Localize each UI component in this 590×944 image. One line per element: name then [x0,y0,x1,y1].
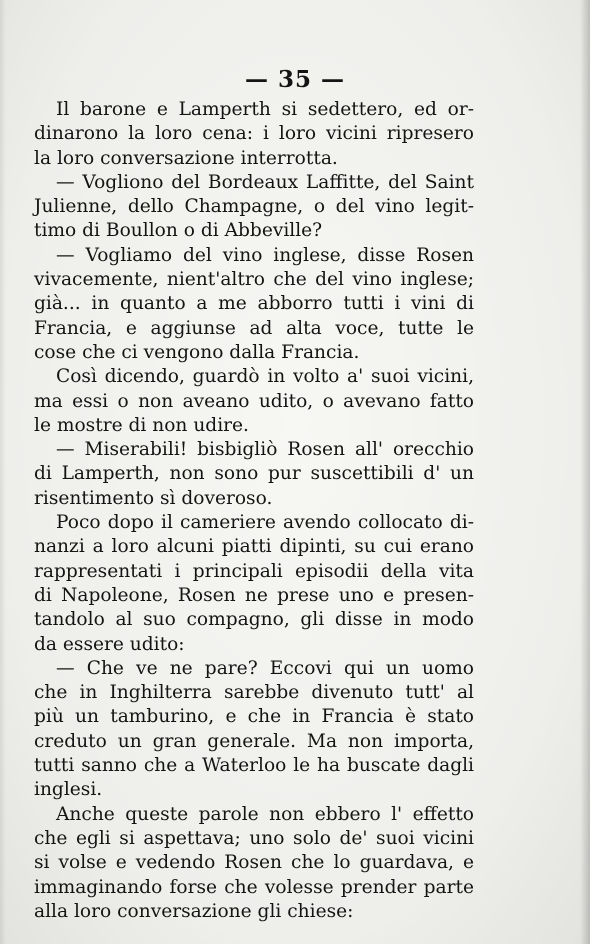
text-line: nanzi a loro alcuni piatti dipinti, su cui erano [34,536,474,558]
text-line: Julienne, dello Champagne, o del vino legit- [34,196,474,218]
text-line: risentimento sì doveroso. [34,487,273,509]
text-line: le mostre di non udire. [34,414,249,436]
text-line: da essere udito: [34,633,185,655]
text-line: Anche queste parole non ebbero l' effetto [56,803,474,825]
text-line: inglesi. [34,779,103,801]
text-line: ma essi o non aveano udito, o avevano fatto [34,390,474,412]
text-line: tutti sanno che a Waterloo le ha buscate dagli [34,755,474,777]
text-line: vivacemente, nient'altro che del vino inglese; [34,269,474,291]
text-line: si volse e vedendo Rosen che lo guardava, e [34,852,474,874]
text-line: che in Inghilterra sarebbe divenuto tutt' al [34,682,474,704]
text-line: alla loro conversazione gli chiese: [34,900,354,922]
text-line: dinarono la loro cena: i loro vicini ripresero [34,123,474,145]
text-line: — Vogliono del Bordeaux Laffitte, del Saint [56,171,474,193]
text-line: Francia, e aggiunse ad alta voce, tutte le [34,317,474,339]
text-line: di Napoleone, Rosen ne prese uno e presen- [34,584,474,606]
text-line: Così dicendo, guardò in volto a' suoi vicini, [56,366,474,388]
text-line: già... in quanto a me abborro tutti i vini di [34,293,474,315]
text-line: che egli si aspettava; uno solo de' suoi vicini [34,827,474,849]
page-left-shadow [0,0,6,944]
text-line: rappresentati i principali episodii della vita [34,560,474,582]
body-text [34,98,474,924]
text-line: timo di Boullon o di Abbeville? [34,220,323,242]
text-line: cose che ci vengono dalla Francia. [34,341,360,363]
text-line: creduto un gran generale. Ma non importa, [34,730,474,752]
text-line: di Lamperth, non sono pur suscettibili d' un [34,463,474,485]
page-number: — 35 — [244,66,346,93]
page-right-shadow [580,0,590,944]
text-line: più un tamburino, e che in Francia è stato [34,706,474,728]
text-line: Poco dopo il cameriere avendo collocato di- [56,512,474,534]
text-line: — Che ve ne pare? Eccovi qui un uomo [56,657,474,679]
text-line: tandolo al suo compagno, gli disse in modo [34,609,474,631]
text-line: — Miserabili! bisbigliò Rosen all' orecchio [56,439,474,461]
text-line: Il barone e Lamperth si sedettero, ed or- [56,99,474,120]
text-line: immaginando forse che volesse prender parte [34,876,474,898]
text-line: — Vogliamo del vino inglese, disse Rosen [56,244,474,266]
text-line: la loro conversazione interrotta. [34,147,338,169]
